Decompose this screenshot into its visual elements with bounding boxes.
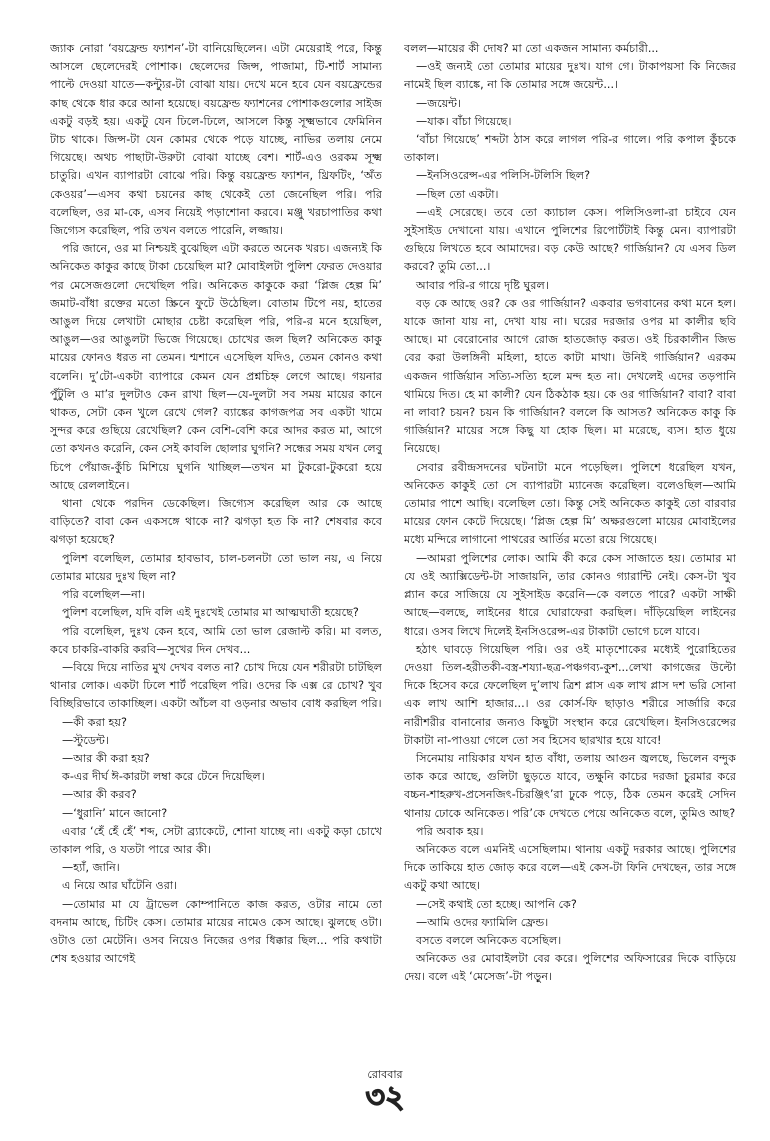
paragraph: —‘ধুরানি’ মানে জানো? [62, 806, 168, 820]
paragraph: এ নিয়ে আর ঘাঁটেনি ওরা। [62, 879, 178, 893]
paragraph: —ছিল তো একটা। [416, 187, 499, 201]
paragraph: থানা থেকে পরদিন ডেকেছিল। জিগ্যেস করেছিল আর কে আছে বাড়িতে? বাবা কেন একসঙ্গে থাকে না? ঝগড়া হত কি না? শেষবার কবে ঝগড়া হয়েছে? [50, 497, 382, 547]
paragraph: ক-এর দীর্ঘ ঈ-কারটা লম্বা করে টেনে দিয়েছিল। [62, 770, 265, 784]
paragraph: পরি বলেছিল—না। [62, 588, 145, 602]
paragraph: —আর কী করা হয়? [62, 751, 150, 765]
paragraph: আবার পরি-র গায়ে দৃষ্টি ঘুরল। [416, 278, 549, 292]
paragraph: পুলিশ বলেছিল, যদি বলি এই দুঃখেই তোমার মা আত্মঘাতী হয়েছে? [62, 606, 359, 620]
right-text-column [404, 40, 736, 1050]
paragraph: —হ্যাঁ, জানি। [62, 861, 120, 875]
paragraph: —বিয়ে দিয়ে নাতির মুখ দেখব বলত না? চোখ দিয়ে যেন শরীরটা চাটছিল থানার লোক। একটা ঢিলে শার্ট পরেছিল পরি। ওদের কি এক্স রে চোখ? খুব বিচ্ছিরিভাবে তাকাচ্ছিল। একটা আঁচল বা ওড়নার অভাব বোধ করছিল পরি। [50, 660, 382, 711]
paragraph: ‘বাঁচা গিয়েছে’ শব্দটা ঠাস করে লাগল পরি-র গালে। পরি কপাল কুঁচকে তাকাল। [404, 133, 736, 165]
paragraph: —আমরা পুলিশের লোক। আমি কী করে কেস সাজাতে হয়। তোমার মা যে ওই অ্যাক্সিডেন্ট-টা সাজায়নি, তার কোনও গ্যারান্টি নেই। কেস-টা খুব প্ল্যান করে সাজিয়ে যে সুইসাইড করেনি—কে বলতে পারে? একটা সাক্ষী আছে—বলছে, লাইনের ধারে ঘোরাফেরা করছিল। দাঁড়িয়েছিল লাইনের ধারে। ওসব লিখে দিলেই ইনসিওরেন্স-এর টাকাটা ভোগে চলে যাবে। [404, 551, 736, 638]
paragraph: —ইনসিওরেন্স-এর পলিসি-টলিসি ছিল? [416, 169, 591, 183]
paragraph: বড় কে আছে ওর? কে ওর গার্জিয়ান? একবার ভগবানের কথা মনে হল। যাকে জানা যায় না, দেখা যায় না। ঘরের দরজার ওপর মা কালীর ছবি আছে। মা বেরোনোর আগে রোজ হাতজোড় করত। ওই চিরকালীন জিভ বের করা উলঙ্গিনী মহিলা, হাতে কাটা মাথা। উনিই গার্জিয়ান? এরকম একজন গার্জিয়ান সত্যি-সত্যি হলে মন্দ হত না। দেখলেই এদের তড়পানি থামিয়ে দিত। হে মা কালী? যেন ঠিকঠাক হয়। কে ওর গার্জিয়ান? বাবা? বাবা না লাবা? চয়ন? চয়ন কি গার্জিয়ান? বললে কি আসত? অনিকেত কাকু কি গার্জিয়ান? মায়ের সঙ্গে কিছু যা হোক ছিল। মা মরেছে, ব্যস। হাত ধুয়ে নিয়েছে। [404, 296, 736, 456]
paragraph: —স্টুডেন্ট। [62, 733, 109, 747]
paragraph: —ওই জন্যই তো তোমার মায়ের দুঃখ। যাগ গে। টাকাপয়সা কি নিজের নামেই ছিল ব্যাঙ্কে, না কি তোমার সঙ্গে জয়েন্ট...। [404, 60, 736, 92]
paragraph: হঠাৎ ঘাবড়ে গিয়েছিল পরি। ওর ওই মাতৃশোকের মধ্যেই পুরোহিতের দেওয়া তিল-হরীতকী-বস্ত্র-শয্যা-ছত্র-পঞ্চগব্য-কুশ...লেখা কাগজের উল্টো দিকে হিসেব করে ফেলেছিল দু’লাখ ত্রিশ প্লাস এক লাখ প্লাস দশ ভরি সোনা এক লাখ আশি হাজার...। ওর কোর্স-ফি ছাড়াও শরীরে সার্জারি করে নারীশরীর বানানোর জন্যও কিছুটা সংস্থান করে রেখেছিল। ইনসিওরেন্সের টাকাটা না-পাওয়া গেলে তো সব হিসেব ছারখার হয়ে যাবে! [404, 642, 736, 747]
left-text-column [50, 40, 382, 1050]
paragraph: পরি বলেছিল, দুঃখ কেন হবে, আমি তো ভাল রেজাল্ট করি। মা বলত, কবে চাকরি-বাকরি করবি—সুখের দিন দেখব... [50, 624, 382, 656]
paragraph: পরি অবাক হয়। [416, 824, 484, 838]
magazine-name: রোববার [367, 1068, 403, 1081]
paragraph: —সেই কথাই তো হচ্ছে। আপনি কে? [416, 897, 577, 911]
paragraph: বলল—মায়ের কী দোষ? মা তো একজন সামান্য কর্মচারী... [404, 42, 659, 55]
paragraph: —এই সেরেছে। তবে তো ক্যাচাল কেস। পলিসিওলা-রা চাইবে যেন সুইসাইড দেখানো যায়। এখানে পুলিশের রিপোর্টটাই কিন্তু মেন। ব্যাপারটা গুছিয়ে লিখতে হবে আমাদের। বড় কেউ আছে? গার্জিয়ান? যে এসব ডিল করবে? তুমি তো...। [404, 205, 736, 274]
paragraph: অনিকেত বলে এমনিই এসেছিলাম। থানায় একটু দরকার আছে। পুলিশের দিকে তাকিয়ে হাত জোড় করে বলে—এই কেস-টা ফিনি দেখছেন, তার সঙ্গে একটু কথা আছে। [404, 842, 736, 893]
paragraph: অনিকেত ওর মোবাইলটা বের করে। পুলিশের অফিসারের দিকে বাড়িয়ে দেয়। বলে এই ‘মেসেজ’-টা পড়ুন। [404, 952, 736, 984]
paragraph: —তোমার মা যে ট্রাভেল কোম্পানিতে কাজ করত, ওটার নামে তো বদনাম আছে, চিটিং কেস। তোমার মায়ের নামেও কেস আছে। ঝুলছে ওটা। ওটাও তো মেটেনি। ওসব নিয়েও নিজের ওপর ধিক্কার ছিল... পরি কথাটা শেষ হওয়ার আগেই [50, 897, 382, 966]
paragraph: বসতে বললে অনিকেত বসেছিল। [416, 933, 562, 947]
paragraph: সিনেমায় নায়িকার যখন হাত বাঁধা, তলায় আগুন জ্বলছে, ভিলেন বন্দুক তাক করে আছে, গুলিটা ছুড়তে যাবে, তক্ষুনি কাচের দরজা চুরমার করে বচ্চন-শাহরুখ-প্রসেনজিৎ-চিরঞ্জিৎ’রা ঢুকে পড়ে, ঠিক তেমন করেই সেদিন থানায় ঢোকে অনিকেত। পরি’কে দেখতে পেয়ে অনিকেত বলে, তুমিও আছ? [404, 751, 736, 820]
paragraph: —কী করা হয়? [62, 715, 127, 729]
paragraph: —যাক। বাঁচা গিয়েছে। [416, 114, 512, 128]
paragraph: —আমি ওদের ফ্যামিলি ফ্রেন্ড। [416, 915, 549, 929]
paragraph: —জয়েন্ট। [416, 96, 462, 110]
page-number: ৩২ [365, 1080, 405, 1115]
paragraph: —আর কী করব? [62, 788, 137, 802]
paragraph: এবার ‘হেঁ হেঁ হেঁ’ শব্দ, সেটা ব্র্যাকেটে, শোনা যাচ্ছে না। একটু কড়া চোখে তাকাল পরি, ও যতটা পারে আর কী। [50, 824, 382, 856]
paragraph: সেবার রবীন্দ্রসদনের ঘটনাটা মনে পড়েছিল। পুলিশে ধরেছিল যখন, অনিকেত কাকুই তো সে ব্যাপারটা ম্যানেজ করেছিল। বলেওছিল—আমি তোমার পাশে আছি। বলেছিল তো। কিন্তু সেই অনিকেত কাকুই তো বারবার মায়ের ফোন কেটে দিয়েছে। ‘প্লিজ হেল্প মি’ অক্ষরগুলো মায়ের মোবাইলের মধ্যে মন্দিরে লাগানো পাথরের আর্তির মতো রয়ে গিয়েছে। [404, 460, 736, 547]
paragraph: পরি জানে, ওর মা নিশ্চয়ই বুঝেছিল এটা করতে অনেক খরচ। এজন্যই কি অনিকেত কাকুর কাছে টাকা চেয়েছিল মা? মোবাইলটা পুলিশ ফেরত দেওয়ার পর মেসেজগুলো দেখেছিল পরি। অনিকেত কাকুকে করা ‘প্লিজ হেল্প মি’ জমাট-বাঁধা রক্তের মতো স্ক্রিনে ফুটে উঠেছিল। বোতাম টিপে নয়, হাতের আঙুল দিয়ে লেখাটা মোছার চেষ্টা করেছিল পরি, পরি-র মনে হয়েছিল, আঙুল—ওর আঙুলটা ভিজে গিয়েছে। চোখের জল ছিল? অনিকেত কাকু মায়ের ফোনও ধরত না তেমন। শ্মশানে এসেছিল যদিও, তেমন কোনও কথা বলেনি। দু’টো-একটা ব্যাপারে কেমন যেন প্রশ্নচিহ্ন লেগে আছে। গয়নার পুঁটুলি ও মা’র দুলটাও কেন রাখা ছিল—যে-দুলটা সব সময় মায়ের কানে থাকত, সেটা কেন খুলে রেখে গেল? ব্যাঙ্কের কাগজপত্র সব একটা খামে সুন্দর করে গুছিয়ে রেখেছিল? কেন বেশি-বেশি করে আদর করত মা, আগে তো কখনও করেনি, কেন সেই কাবলি ছোলার ঘুগনি? সন্ধের সময় যখন লেবু চিপে পেঁয়াজ-কুঁচি মিশিয়ে ঘুগনি খাচ্ছিল—তখন মা টুকরো-টুকরো হয়ে আছে রেললাইনে। [50, 242, 382, 492]
paragraph: জ্যাক নোরা ‘বয়ফ্রেন্ড ফ্যাশন’-টা বানিয়েছিলেন। এটা মেয়েরাই পরে, কিন্তু আসলে ছেলেদেরই পোশাক। ছেলেদের জিন্স, পাজামা, টি-শার্ট সামান্য পাল্টে দেওয়া যাতে—কন্ট্যুর-টা বোঝা যায়। দেখে মনে হবে যেন বয়ফ্রেন্ডের কাছ থেকে ধার করে আনা হয়েছে। বয়ফ্রেন্ড ফ্যাশনের পোশাকগুলোর সাইজ একটু বড়ই হয়। একটু যেন ঢিলে-ঢিলে, আসলে কিন্তু সূক্ষ্মভাবে ফেমিনিন টাচ থাকে। জিন্স-টা যেন কোমর থেকে পড়ে যাচ্ছে, নাভির তলায় নেমে গিয়েছে। অথচ পাছাটা-উরুটা বোঝা যাচ্ছে বেশ। শার্ট-এও ওরকম সূক্ষ্ম চাতুরি। এখন ব্যাপারটা বোঝে পরি। কিন্তু বয়ফ্রেন্ড ফ্যাশন, থ্রিফটিং, ‘অঁত কেওয়র’—এসব কথা চয়নের কাছ থেকেই তো জেনেছিল পরি। পরি বলেছিল, ওর মা-কে, এসব নিয়েই পড়াশোনা করবে। মঞ্জু খরচাপাতির কথা জিগ্যেস করেছিল, পরি তখন বলতে পারেনি, লজ্জায়। [50, 42, 382, 238]
paragraph: পুলিশ বলেছিল, তোমার হাবভাব, চাল-চলনটা তো ভাল নয়, এ নিয়ে তোমার মায়ের দুঃখ ছিল না? [50, 551, 382, 583]
